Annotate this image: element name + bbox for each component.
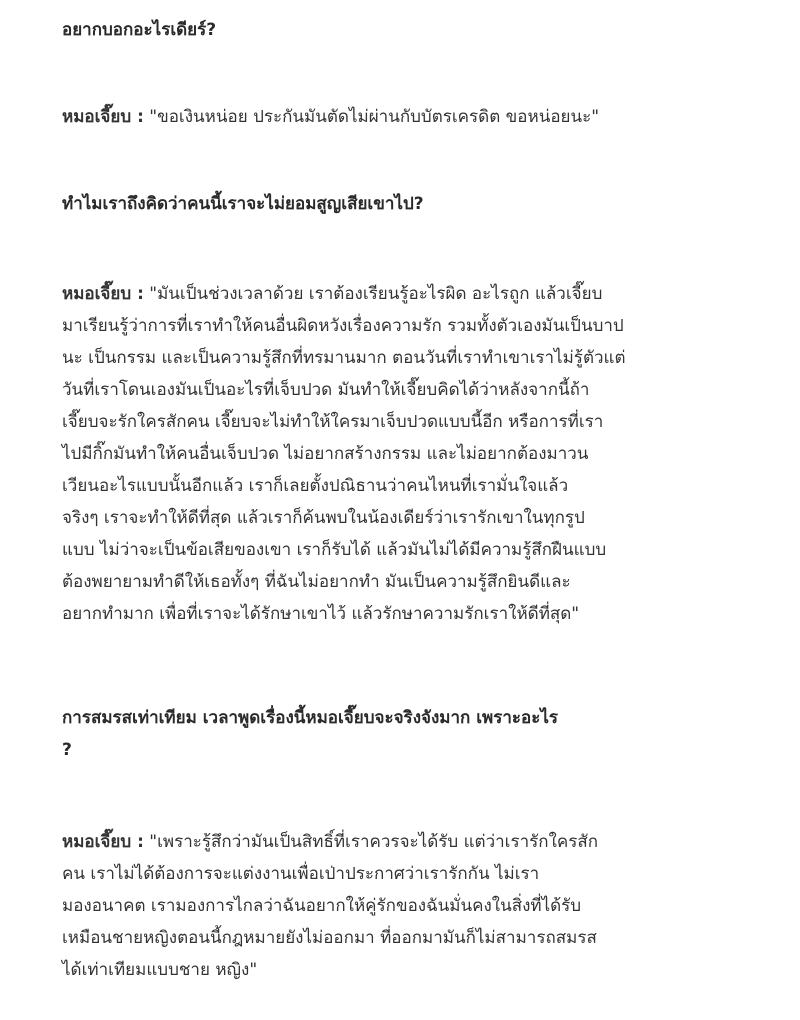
answer-3 [62,826,722,986]
question-3-line: การสมรสเท่าเทียม เวลาพูดเรื่องนี้หมอเจี๊ยบจะจริงจังมาก เพราะอะไร [62,708,559,728]
question-3 [62,702,722,766]
answer-3-line: ได้เท่าเทียมแบบชาย หญิง" [62,960,258,980]
answer-2-line: เจี๊ยบจะรักใครสักคน เจี๊ยบจะไม่ทำให้ใครมาเจ็บปวดแบบนี้อีก หรือการที่เรา [62,412,604,432]
question-1: อยากบอกอะไรเดียร์? [62,20,217,40]
answer-2-line: นะ เป็นกรรม และเป็นความรู้สึกที่ทรมานมาก ตอนวันที่เราทำเขาเราไม่รู้ตัวแต่ [62,348,626,368]
answer-2-line: วันที่เราโดนเองมันเป็นอะไรที่เจ็บปวด มันทำให้เจี๊ยบคิดได้ว่าหลังจากนี้ถ้า [62,380,590,400]
answer-2-line: มาเรียนรู้ว่าการที่เราทำให้คนอื่นผิดหวังเรื่องความรัก รวมทั้งตัวเองมันเป็นบาป [62,316,624,336]
question-3-line: ? [62,740,72,760]
answer-2-line: เวียนอะไรแบบนั้นอีกแล้ว เราก็เลยตั้งปณิธานว่าคนไหนที่เรามั่นใจแล้ว [62,476,569,496]
question-2: ทำไมเราถึงคิดว่าคนนี้เราจะไม่ยอมสูญเสียเขาไป? [62,194,424,214]
answer-2-line: หมอเจี๊ยบ : "มันเป็นช่วงเวลาด้วย เราต้องเรียนรู้อะไรผิด อะไรถูก แล้วเจี๊ยบ [62,284,603,304]
speaker-label: หมอเจี๊ยบ : [62,284,144,304]
answer-2 [62,278,722,630]
answer-3-line: เหมือนชายหญิงตอนนี้กฎหมายยังไม่ออกมา ที่ออกมามันก็ไม่สามารถสมรส [62,928,597,948]
answer-1 [62,101,722,133]
speaker-label: หมอเจี๊ยบ : [62,832,144,852]
answer-2-line: ไปมีกิ๊กมันทำให้คนอื่นเจ็บปวด ไม่อยากสร้างกรรม และไม่อยากต้องมาวน [62,444,589,464]
answer-1-text: "ขอเงินหน่อย ประกันมันตัดไม่ผ่านกับบัตรเครดิต ขอหน่อยนะ" [149,107,600,127]
answer-3-line: หมอเจี๊ยบ : "เพราะรู้สึกว่ามันเป็นสิทธิ์ที่เราควรจะได้รับ แต่ว่าเรารักใครสัก [62,832,599,852]
answer-2-line: ต้องพยายามทำดีให้เธอทั้งๆ ที่ฉันไม่อยากทำ มันเป็นความรู้สึกยินดีและ [62,572,571,592]
answer-2-line: จริงๆ เราจะทำให้ดีที่สุด แล้วเราก็ค้นพบในน้องเดียร์ว่าเรารักเขาในทุกรูป [62,508,585,528]
speaker-label: หมอเจี๊ยบ : [62,107,144,127]
answer-2-line: แบบ ไม่ว่าจะเป็นข้อเสียของเขา เราก็รับได้ แล้วมันไม่ได้มีความรู้สึกฝืนแบบ [62,540,607,560]
answer-3-line: คน เราไม่ได้ต้องการจะแต่งงานเพื่อเป่าประกาศว่าเรารักกัน ไม่เรา [62,864,540,884]
answer-3-line: มองอนาคต เรามองการไกลว่าฉันอยากให้คู่รักของฉันมั่นคงในสิ่งที่ได้รับ [62,896,582,916]
answer-2-line: อยากทำมาก เพื่อที่เราจะได้รักษาเขาไว้ แล้วรักษาความรักเราให้ดีที่สุด" [62,604,580,624]
